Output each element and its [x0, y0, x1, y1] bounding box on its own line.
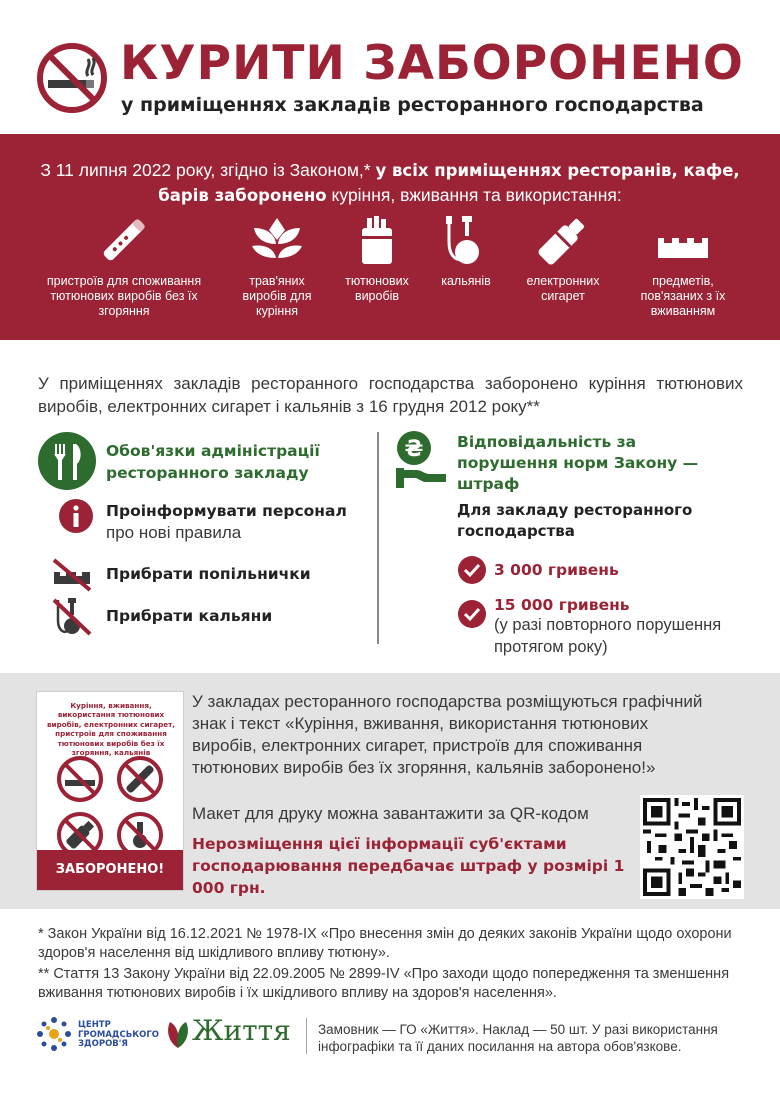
duty-row-rest: про нові правила [106, 523, 242, 542]
duty-row-bold: Прибрати кальяни [106, 607, 273, 625]
banned-item-tobacco [332, 214, 422, 304]
no-ashtray-icon [50, 554, 94, 594]
header [0, 0, 780, 134]
qr-note: Макет для друку можна завантажити за QR-кодом [192, 804, 589, 823]
heated-tobacco-device-icon [95, 214, 153, 266]
duties-title: Обов'язки адміністрації ресторанного закладу [106, 442, 320, 482]
duty-row-bold: Прибрати попільнички [106, 565, 311, 583]
responsibility-title: Відповідальність за порушення норм Закону — штраф [457, 433, 699, 493]
no-smoking-icon [36, 42, 108, 114]
banned-item-label: тютюнових виробів [345, 274, 409, 303]
hryvnia-hand-icon [394, 430, 448, 490]
e-cigarette-icon [534, 214, 592, 266]
page-title: КУРИТИ ЗАБОРОНЕНО [120, 36, 744, 91]
logo1-line: ЦЕНТР [78, 1020, 111, 1030]
check-icon [457, 599, 487, 629]
signage-section [0, 673, 780, 909]
banner-intro-tail: куріння, вживання та використання: [331, 185, 622, 205]
banned-item-accessories [624, 214, 742, 319]
since-2012-note: У приміщеннях закладів ресторанного господарства заборонено куріння тютюнових виробів, електронних сигарет і кальянів з 16 грудня 2012 року** [38, 374, 743, 416]
herbal-leaf-icon [248, 214, 306, 266]
footer-note: Замовник — ГО «Життя». Наклад — 50 шт. У разі використання інфографіки та її даних посилання на автора обов'язкове. [318, 1022, 718, 1054]
prohibition-banner [0, 134, 780, 340]
footnote-law: * Закон України від 16.12.2021 № 1978-IX «Про внесення змін до деяких законів України щодо охорони здоров'я населення від шкідливого впливу тютюну». [38, 926, 732, 961]
logo1-line: ГРОМАДСЬКОГО [78, 1029, 160, 1040]
public-health-center-logo [78, 1021, 159, 1050]
duty-row-inform [106, 500, 371, 544]
duty-row-hookahs [106, 605, 272, 627]
banned-item-label: трав'яних виробів для куріння [242, 274, 312, 318]
fine-repeat-note: (у разі повторного порушення протягом року) [494, 616, 722, 656]
signage-poster [36, 691, 184, 891]
zhyttia-logo: Життя [192, 1014, 291, 1047]
public-health-center-logo-icon [36, 1016, 72, 1052]
fork-knife-icon [38, 432, 96, 490]
ashtray-icon [654, 214, 712, 266]
banned-item-label: кальянів [441, 274, 491, 288]
footnote-article: ** Стаття 13 Закону України від 22.09.2005 № 2899-IV «Про заходи щодо попередження та зменшення вживання тютюнових виробів і їх шкідливого впливу на здоров'я населення». [38, 966, 730, 1001]
banned-item-hookah [426, 214, 506, 289]
signage-warning: Нерозміщення цієї інформації суб'єктами господарювання передбачає штраф у розмірі 1 000 грн. [192, 835, 625, 897]
qr-code[interactable] [640, 795, 744, 899]
banned-item-ecig [512, 214, 614, 304]
fine-repeat: 15 000 гривень [494, 596, 630, 614]
banned-item-heated-tobacco [30, 214, 218, 319]
no-hookah-icon [50, 596, 94, 636]
logo1-line: ЗДОРОВ'Я [78, 1039, 128, 1049]
hookah-icon [437, 214, 495, 266]
signage-description: У закладах ресторанного господарства розміщуються графічний знак і текст «Куріння, вживання, використання тютюнових виробів, електронних сигарет, пристроїв для споживання тютюнових виробів без їх згоряння, кальянів заборонено!» [192, 692, 703, 777]
cigarette-pack-icon [348, 214, 406, 266]
column-divider [377, 432, 379, 644]
poster-text: Куріння, вживання, використання тютюнових виробів, електронних сигарет, пристроїв для споживання тютюнових виробів без їх згоряння, кальянів [47, 701, 175, 758]
info-icon [54, 496, 98, 536]
banned-item-label: електронних сигарет [526, 274, 600, 303]
page-subtitle: у приміщеннях закладів ресторанного господарства [121, 94, 704, 116]
duty-row-bold: Проінформувати персонал [106, 502, 347, 520]
banner-intro-regular: З 11 липня 2022 року, згідно із Законом,* [40, 160, 371, 180]
svg-text:₴: ₴ [404, 437, 424, 462]
banned-item-herbal [230, 214, 324, 319]
zhyttia-leaf-icon [164, 1018, 192, 1050]
fine-first: 3 000 гривень [494, 561, 619, 579]
footer-divider [306, 1018, 307, 1054]
banner-intro-bold: у всіх приміщеннях ресторанів, кафе, барів заборонено [158, 161, 740, 205]
check-icon [457, 555, 487, 585]
banned-item-label: предметів, пов'язаних з їх вживанням [640, 274, 726, 318]
poster-no-cigarette-icon [57, 756, 103, 802]
banner-intro [40, 158, 740, 208]
duty-row-ashtrays [106, 563, 311, 585]
responsibility-subtitle: Для закладу ресторанного господарства [457, 501, 693, 540]
poster-no-heated-tobacco-icon [117, 756, 163, 802]
banned-item-label: пристроїв для споживання тютюнових виробів без їх згоряння [46, 274, 202, 318]
poster-footer: ЗАБОРОНЕНО! [37, 850, 183, 890]
